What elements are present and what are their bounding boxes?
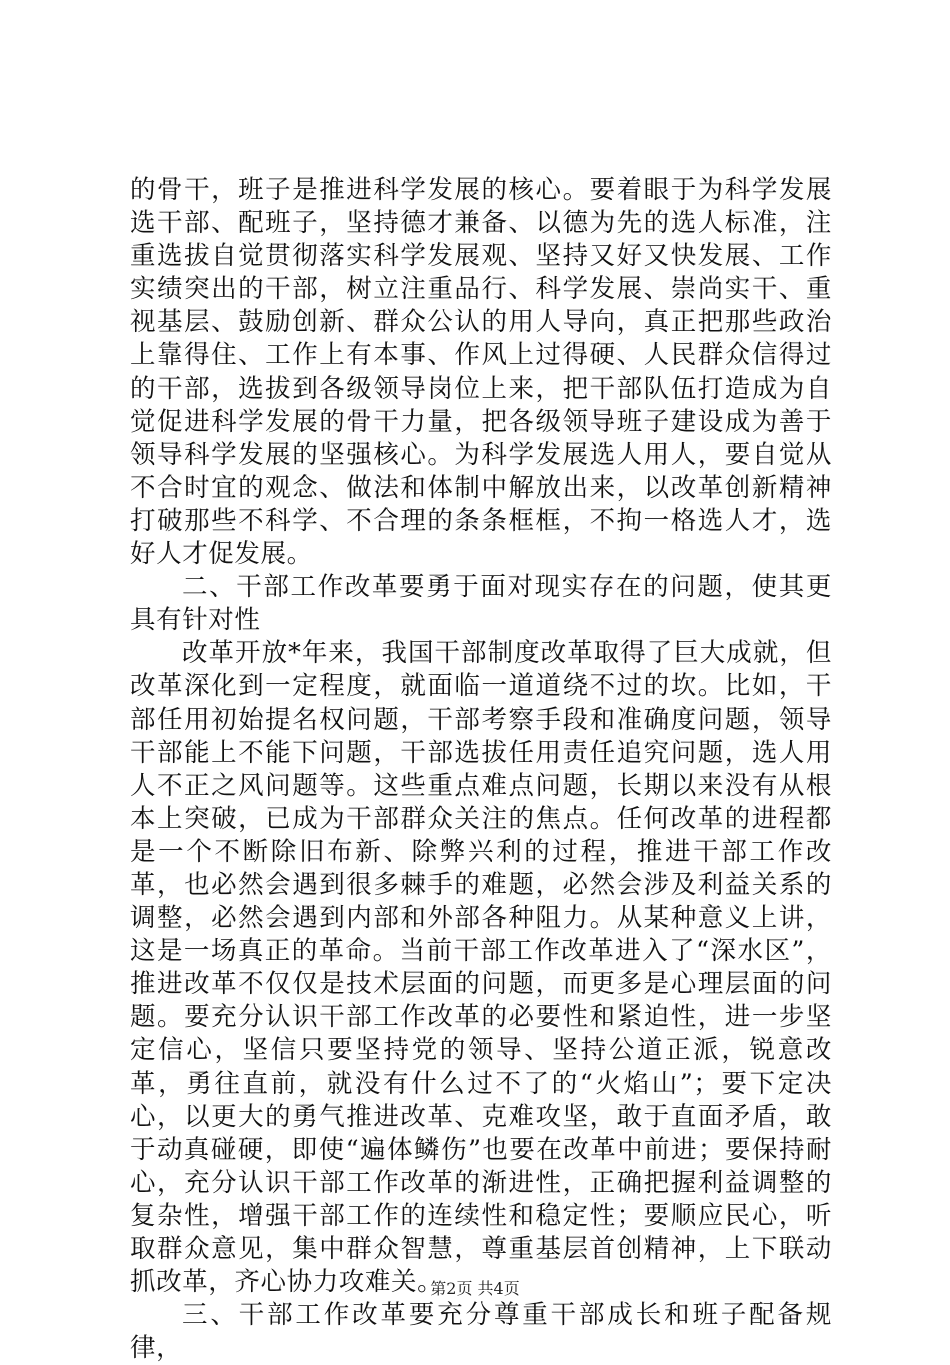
paragraph-reform-problems: 改革开放*年来，我国干部制度改革取得了巨大成就，但改革深化到一定程度，就面临一道道绕不过的坎。比如，干部任用初始提名权问题，干部考察手段和准确度问题，领导干部能上不能下问题，干部选拔任用责任追究问题，选人用人不正之风问题等。这些重点难点问题，长期以来没有从根本上突破，已成为干部群众关注的焦点。任何改革的进程都是一个不断除旧布新、除弊兴利的过程，推进干部工作改革，也必然会遇到很多棘手的难题，必然会涉及利益关系的调整，必然会遇到内部和外部各种阻力。从某种意义上讲，这是一场真正的革命。当前干部工作改革进入了“深水区”，推进改革不仅仅是技术层面的问题，而更多是心理层面的问题。要充分认识干部工作改革的必要性和紧迫性，进一步坚定信心，坚信只要坚持党的领导、坚持公道正派，锐意改革，勇往直前，就没有什么过不了的“火焰山”；要下定决心，以更大的勇气推进改革、克难攻坚，敢于直面矛盾，敢于动真碰硬，即使“遍体鳞伤”也要在改革中前进；要保持耐心，充分认识干部工作改革的渐进性，正确把握利益调整的复杂性，增强干部工作的连续性和稳定性；要顺应民心，听取群众意见，集中群众智慧，尊重基层首创精神，上下联动抓改革，齐心协力攻难关。	[130, 638, 832, 1298]
page-footer: 第2页 共4页	[430, 1279, 520, 1298]
document-body	[130, 174, 832, 1365]
section-heading-three: 三、干部工作改革要充分尊重干部成长和班子配备规律，	[130, 1300, 832, 1364]
paragraph-continuation: 的骨干，班子是推进科学发展的核心。要着眼于为科学发展选干部、配班子，坚持德才兼备、以德为先的选人标准，注重选拔自觉贯彻落实科学发展观、坚持又好又快发展、工作实绩突出的干部，树立注重品行、科学发展、崇尚实干、重视基层、鼓励创新、群众公认的用人导向，真正把那些政治上靠得住、工作上有本事、作风上过得硬、人民群众信得过的干部，选拔到各级领导岗位上来，把干部队伍打造成为自觉促进科学发展的骨干力量，把各级领导班子建设成为善于领导科学发展的坚强核心。为科学发展选人用人，要自觉从不合时宜的观念、做法和体制中解放出来，以改革创新精神打破那些不科学、不合理的条条框框，不拘一格选人才，选好人才促发展。	[130, 175, 832, 570]
section-heading-two: 二、干部工作改革要勇于面对现实存在的问题，使其更具有针对性	[130, 572, 832, 636]
